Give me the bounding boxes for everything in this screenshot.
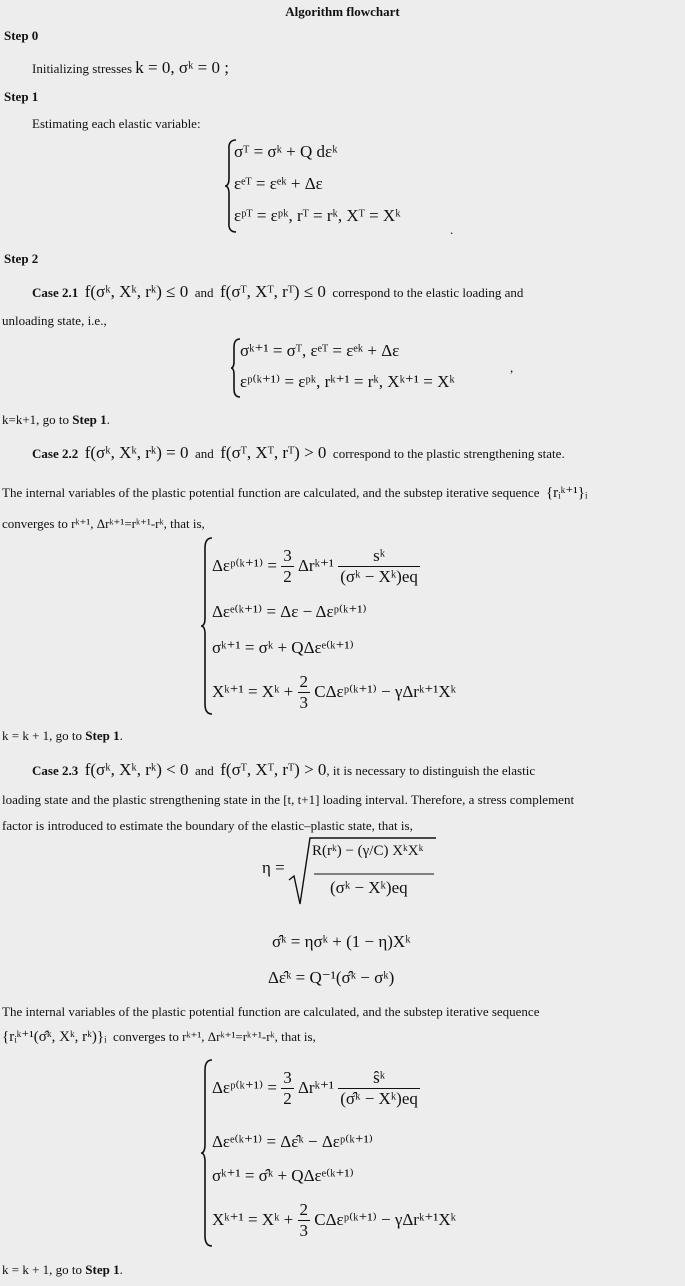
frac-den: (σ̂ᵏ − Xᵏ)eq bbox=[340, 1089, 418, 1109]
frac-den: 2 bbox=[283, 567, 292, 587]
case-2-2-eq-4-rest: CΔεᵖ⁽ᵏ⁺¹⁾ − γΔrᵏ⁺¹Xᵏ bbox=[314, 681, 457, 701]
case-2-3-line bbox=[32, 760, 680, 780]
case-2-1-cond-2: f(σᵀ, Xᵀ, rᵀ) ≤ 0 bbox=[220, 282, 326, 301]
case-2-3-next bbox=[2, 1262, 123, 1278]
case-2-1-line bbox=[32, 282, 680, 302]
frac-num: 2 bbox=[298, 1200, 311, 1221]
case-2-3-eq-4 bbox=[212, 1200, 456, 1242]
case-2-3-next-text: k = k + 1, go to bbox=[2, 1262, 83, 1277]
case-2-2-cond-2: f(σᵀ, Xᵀ, rᵀ) > 0 bbox=[220, 443, 327, 462]
case-2-1-next-period: . bbox=[106, 412, 110, 427]
case-2-1-line-2: unloading state, i.e., bbox=[2, 313, 107, 328]
case-2-3-eq-4-frac bbox=[298, 1200, 311, 1242]
case-2-1-comma: , bbox=[510, 360, 514, 375]
case-2-2-next bbox=[2, 728, 123, 744]
case-2-3-eq-1-lhs: Δεᵖ⁽ᵏ⁺¹⁾ = bbox=[212, 1077, 277, 1097]
case-2-2-eq-1 bbox=[212, 546, 420, 588]
case-2-2-line-3: converges to rᵏ⁺¹, Δrᵏ⁺¹=rᵏ⁺¹-rᵏ, that is, bbox=[2, 516, 205, 531]
step-0-text bbox=[32, 58, 229, 78]
case-2-2-eq-4-frac bbox=[298, 672, 311, 714]
frac-den: 3 bbox=[299, 693, 309, 713]
step-1-period: . bbox=[450, 222, 454, 237]
case-2-1-and: and bbox=[194, 285, 214, 300]
case-2-3-cond-2: f(σᵀ, Xᵀ, rᵀ) > 0 bbox=[220, 760, 327, 779]
eps-hat-eq: Δε̂ᵏ = Q⁻¹(σ̂ᵏ − σᵏ) bbox=[268, 968, 395, 987]
eta-lhs: η = bbox=[262, 858, 285, 877]
case-2-2-eq-3: σᵏ⁺¹ = σᵏ + QΔεᵉ⁽ᵏ⁺¹⁾ bbox=[212, 638, 354, 657]
step-1-heading: Step 1 bbox=[4, 89, 39, 104]
step-2-heading: Step 2 bbox=[4, 251, 39, 266]
case-2-2-line-2 bbox=[2, 484, 587, 502]
frac-num: 3 bbox=[281, 1068, 294, 1089]
case-2-2-line-2-text: The internal variables of the plastic potential function are calculated, and the substep iterative sequence bbox=[2, 485, 540, 500]
case-2-3-line-5-text: converges to rᵏ⁺¹, Δrᵏ⁺¹=rᵏ⁺¹-rᵏ, that is, bbox=[113, 1029, 316, 1044]
frac-num: 3 bbox=[281, 546, 294, 567]
frac-num: sᵏ bbox=[338, 546, 420, 567]
case-2-1-eq-2: εᵖ⁽ᵏ⁺¹⁾ = εᵖᵏ, rᵏ⁺¹ = rᵏ, Xᵏ⁺¹ = Xᵏ bbox=[240, 372, 455, 391]
case-2-2-next-period: . bbox=[119, 728, 123, 743]
eta-numerator: R(rᵏ) − (γ/C) XᵏXᵏ bbox=[312, 843, 424, 859]
case-2-3-eq-4-rest: CΔεᵖ⁽ᵏ⁺¹⁾ − γΔrᵏ⁺¹Xᵏ bbox=[314, 1209, 457, 1229]
frac-den: 2 bbox=[283, 1089, 292, 1109]
case-2-3-rest: , it is necessary to distinguish the elastic bbox=[326, 763, 536, 778]
case-2-3-next-step: Step 1 bbox=[85, 1262, 120, 1277]
case-2-2-eq-1-frac-b bbox=[338, 546, 420, 588]
case-2-2-eq-1-mid: Δrᵏ⁺¹ bbox=[297, 555, 335, 575]
case-2-2-sequence: {rᵢᵏ⁺¹}ᵢ bbox=[545, 485, 588, 501]
case-2-3-line-4: The internal variables of the plastic potential function are calculated, and the substep iterative sequence bbox=[2, 1004, 540, 1019]
frac-num: ŝᵏ bbox=[338, 1068, 420, 1089]
case-2-2-cond-1: f(σᵏ, Xᵏ, rᵏ) = 0 bbox=[84, 443, 189, 462]
case-2-2-and: and bbox=[194, 446, 214, 461]
case-2-3-cond-1: f(σᵏ, Xᵏ, rᵏ) < 0 bbox=[84, 760, 189, 779]
case-2-1-next-text: k=k+1, go to bbox=[2, 412, 70, 427]
case-2-2-next-text: k = k + 1, go to bbox=[2, 728, 83, 743]
case-2-3-next-period: . bbox=[119, 1262, 123, 1277]
step-0-description: Initializing stresses bbox=[32, 61, 133, 76]
page-title: Algorithm flowchart bbox=[285, 4, 400, 19]
case-2-2-eq-4 bbox=[212, 672, 456, 714]
case-2-2-label: Case 2.2 bbox=[32, 446, 79, 461]
case-2-2-next-step: Step 1 bbox=[85, 728, 120, 743]
case-2-1-rest: correspond to the elastic loading and bbox=[332, 285, 524, 300]
case-2-3-line-2: loading state and the plastic strengthening state in the [t, t+1] loading interval. Therefore, a stress complement bbox=[2, 792, 575, 807]
step-0-heading: Step 0 bbox=[4, 28, 39, 43]
case-2-3-line-3: factor is introduced to estimate the boundary of the elastic–plastic state, that is, bbox=[2, 818, 413, 833]
case-2-3-label: Case 2.3 bbox=[32, 763, 79, 778]
case-2-1-eq-1: σᵏ⁺¹ = σᵀ, εᵉᵀ = εᵉᵏ + Δε bbox=[240, 341, 400, 360]
step-1-text: Estimating each elastic variable: bbox=[32, 116, 201, 131]
case-2-3-and: and bbox=[194, 763, 214, 778]
case-2-3-eq-4-lhs: Xᵏ⁺¹ = Xᵏ + bbox=[212, 1209, 294, 1229]
frac-den: (σᵏ − Xᵏ)eq bbox=[340, 567, 418, 587]
frac-den: 3 bbox=[299, 1221, 309, 1241]
case-2-2-line bbox=[32, 443, 680, 463]
case-2-3-eq-1 bbox=[212, 1068, 420, 1110]
case-2-3-eq-2: Δεᵉ⁽ᵏ⁺¹⁾ = Δε̂ᵏ − Δεᵖ⁽ᵏ⁺¹⁾ bbox=[212, 1132, 373, 1151]
case-2-3-line-5 bbox=[2, 1028, 316, 1046]
step-0-formula: k = 0, σᵏ = 0 ; bbox=[135, 58, 229, 77]
case-2-1-next bbox=[2, 412, 110, 428]
case-2-1-next-step: Step 1 bbox=[72, 412, 107, 427]
case-2-2-eq-1-frac-a bbox=[281, 546, 294, 588]
case-2-3-sequence: {rᵢᵏ⁺¹(σ̂ᵏ, Xᵏ, rᵏ)}ᵢ bbox=[2, 1029, 107, 1045]
case-2-1-label: Case 2.1 bbox=[32, 285, 79, 300]
sigma-hat-eq: σ̂ᵏ = ησᵏ + (1 − η)Xᵏ bbox=[272, 932, 411, 951]
case-2-3-eq-1-frac-a bbox=[281, 1068, 294, 1110]
step-1-eq-2: εᵉᵀ = εᵉᵏ + Δε bbox=[234, 174, 323, 193]
case-2-1-cond-1: f(σᵏ, Xᵏ, rᵏ) ≤ 0 bbox=[84, 282, 189, 301]
case-2-2-eq-1-lhs: Δεᵖ⁽ᵏ⁺¹⁾ = bbox=[212, 555, 277, 575]
step-1-eq-1: σᵀ = σᵏ + Q dεᵏ bbox=[234, 142, 338, 161]
case-2-2-eq-4-lhs: Xᵏ⁺¹ = Xᵏ + bbox=[212, 681, 294, 701]
case-2-2-rest: correspond to the plastic strengthening state. bbox=[332, 446, 565, 461]
case-2-3-eq-1-mid: Δrᵏ⁺¹ bbox=[297, 1077, 335, 1097]
step-1-eq-3: εᵖᵀ = εᵖᵏ, rᵀ = rᵏ, Xᵀ = Xᵏ bbox=[234, 206, 401, 225]
eta-denominator: (σᵏ − Xᵏ)eq bbox=[330, 878, 408, 897]
case-2-3-eq-3: σᵏ⁺¹ = σ̂ᵏ + QΔεᵉ⁽ᵏ⁺¹⁾ bbox=[212, 1166, 354, 1185]
frac-num: 2 bbox=[298, 672, 311, 693]
case-2-2-eq-2: Δεᵉ⁽ᵏ⁺¹⁾ = Δε − Δεᵖ⁽ᵏ⁺¹⁾ bbox=[212, 602, 367, 621]
case-2-3-eq-1-frac-b bbox=[338, 1068, 420, 1110]
